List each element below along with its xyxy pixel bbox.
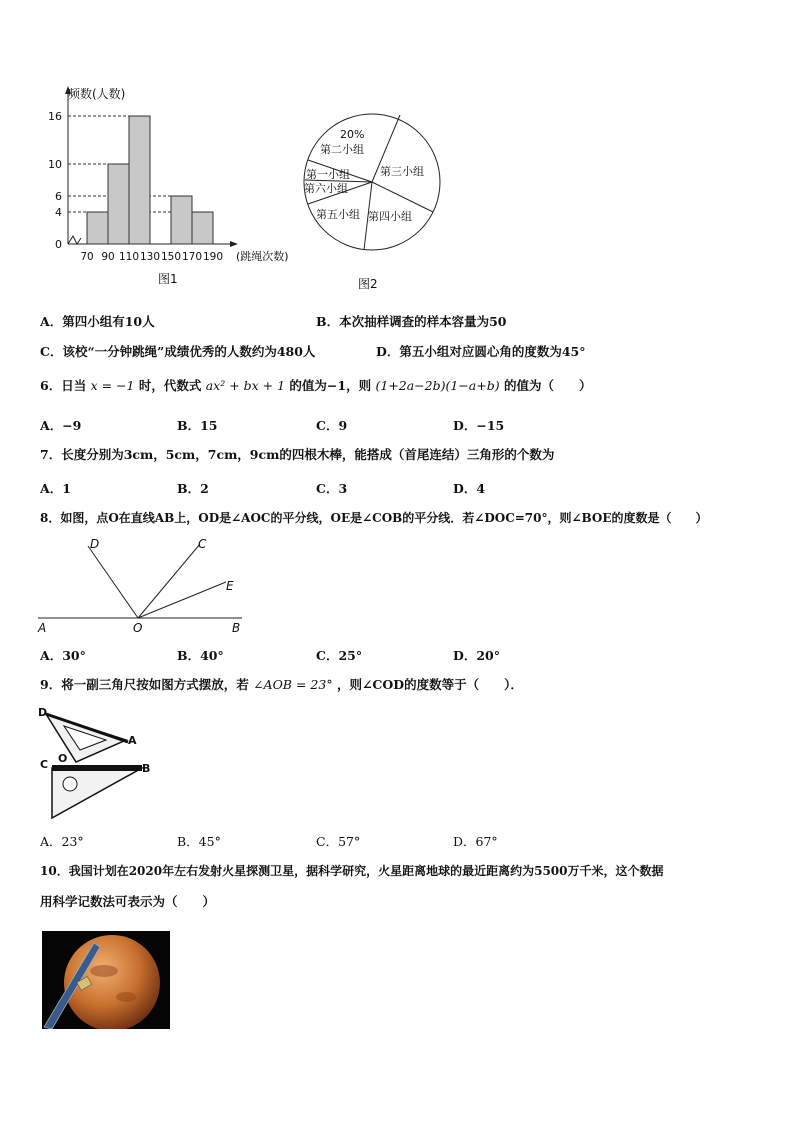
question-8-stem: 8．如图，点O在直线AB上，OD是∠AOC的平分线，OE是∠COB的平分线．若∠DOC=70°，则∠BOE的度数是（ ） [40, 511, 708, 525]
point-b-label: B [232, 621, 241, 635]
point-a-label: A [128, 734, 137, 747]
histogram-bar [129, 116, 150, 244]
q6-text-c: 的值为−1，则 [289, 378, 372, 393]
ray-oe [138, 582, 226, 618]
axis-break [68, 236, 81, 244]
point-a-label: A [38, 621, 47, 635]
mars-surface-feature [90, 965, 118, 977]
point-c-label: C [198, 537, 207, 551]
pie-label-group-3: 第三小组 [380, 165, 424, 178]
triangle-rulers-figure [36, 702, 166, 824]
q5-option-a[interactable]: A．第四小组有10人 [40, 314, 155, 329]
point-d-label: D [90, 537, 100, 551]
pie-label-group-1: 第一小组 [306, 168, 350, 181]
question-10-line-2: 用科学记数法可表示为（ ） [40, 894, 216, 909]
point-o-label: O [133, 621, 143, 635]
q7-option-d[interactable]: D．4 [453, 481, 486, 496]
q8-option-a[interactable]: A．30° [40, 648, 86, 663]
x-tick-label: 70 [80, 251, 94, 263]
question-9-stem [40, 677, 523, 693]
point-d-label: D [38, 706, 48, 719]
q7-option-b[interactable]: B．2 [177, 481, 209, 496]
q9-angle: ∠AOB = 23° [253, 677, 333, 692]
q7-option-a[interactable]: A．1 [40, 481, 71, 496]
y-axis-label: 频数(人数) [68, 87, 126, 101]
q6-option-d[interactable]: D．−15 [453, 418, 505, 433]
pie-label-group-5: 第五小组 [316, 208, 360, 221]
y-tick-label: 0 [55, 238, 62, 251]
q9-option-d[interactable]: D．67° [453, 834, 498, 849]
lower-ruler-band [52, 765, 142, 771]
q6-option-c[interactable]: C．9 [316, 418, 348, 433]
q6-text-d: 的值为（ ） [503, 378, 592, 393]
x-tick-label: 150 [160, 251, 182, 263]
pie-label-group-4: 第四小组 [368, 210, 412, 223]
q9-option-b[interactable]: B．45° [177, 834, 221, 849]
histogram-bar [171, 196, 192, 244]
q9-option-c[interactable]: C．57° [316, 834, 361, 849]
angle-figure [36, 534, 246, 638]
q9-text-a: 9．将一副三角尺按如图方式摆放，若 [40, 677, 249, 692]
q9-text-b: ，则∠COD的度数等于（ ）． [336, 677, 523, 692]
histogram-bar [108, 164, 129, 244]
q6-option-b[interactable]: B．15 [177, 418, 218, 433]
y-tick-label: 10 [48, 158, 62, 171]
histogram-bar [192, 212, 213, 244]
pie-label-group-6: 第六小组 [304, 182, 348, 195]
q9-option-a[interactable]: A．23° [40, 834, 84, 849]
q8-option-c[interactable]: C．25° [316, 648, 363, 663]
q5-option-b[interactable]: B．本次抽样调查的样本容量为50 [316, 314, 507, 329]
pie-label-group-2: 第二小组 [320, 143, 364, 156]
q6-text-a: 6．日当 [40, 378, 87, 393]
q8-option-d[interactable]: D．20° [453, 648, 500, 663]
question-6-stem [40, 378, 591, 394]
x-tick-label: 90 [101, 251, 115, 263]
y-tick-label: 6 [55, 190, 62, 203]
question-10-line-1: 10．我国计划在2020年左右发射火星探测卫星，据科学研究，火星距离地球的最近距离约为5500万千米，这个数据 [40, 864, 664, 878]
figure-2-caption: 图2 [358, 277, 378, 291]
histogram-figure [40, 80, 320, 292]
histogram-bar [87, 212, 108, 244]
figure-1-caption: 图1 [158, 272, 178, 286]
q5-option-c[interactable]: C．该校“一分钟跳绳”成绩优秀的人数约为480人 [40, 344, 316, 359]
q7-option-c[interactable]: C．3 [316, 481, 348, 496]
point-e-label: E [226, 579, 234, 593]
q6-text-b: 时，代数式 [138, 378, 202, 393]
question-7-stem: 7．长度分别为3cm，5cm，7cm，9cm的四根木棒，能搭成（首尾连结）三角形的个数为 [40, 447, 555, 462]
x-axis-arrow [230, 241, 238, 247]
pie-percent-label: 20% [340, 128, 365, 141]
x-axis-label: (跳绳次数) [236, 250, 289, 263]
ray-od [88, 546, 138, 618]
q6-condition: x = −1 [90, 378, 135, 393]
lower-set-square [52, 768, 142, 818]
y-tick-label: 16 [48, 110, 62, 123]
q6-option-a[interactable]: A．−9 [40, 418, 82, 433]
pie-figure [300, 108, 450, 296]
mars-probe-image [42, 931, 170, 1029]
x-tick-label: 190 [202, 251, 224, 263]
mars-surface-feature [116, 992, 136, 1002]
ray-oc [138, 544, 200, 618]
q6-expression: ax² + bx + 1 [205, 378, 286, 393]
point-b-label: B [142, 762, 151, 775]
q8-option-b[interactable]: B．40° [177, 648, 224, 663]
lower-set-square-hole [63, 777, 77, 791]
q6-expression-2: (1+2a−2b)(1−a+b) [375, 378, 500, 393]
x-tick-label: 130 [139, 251, 161, 263]
x-tick-label: 110 [118, 251, 140, 263]
x-tick-label: 170 [181, 251, 203, 263]
point-c-label: C [40, 758, 49, 771]
point-o-label: O [58, 752, 68, 765]
q5-option-d[interactable]: D．第五小组对应圆心角的度数为45° [376, 344, 586, 359]
y-tick-label: 4 [55, 206, 62, 219]
